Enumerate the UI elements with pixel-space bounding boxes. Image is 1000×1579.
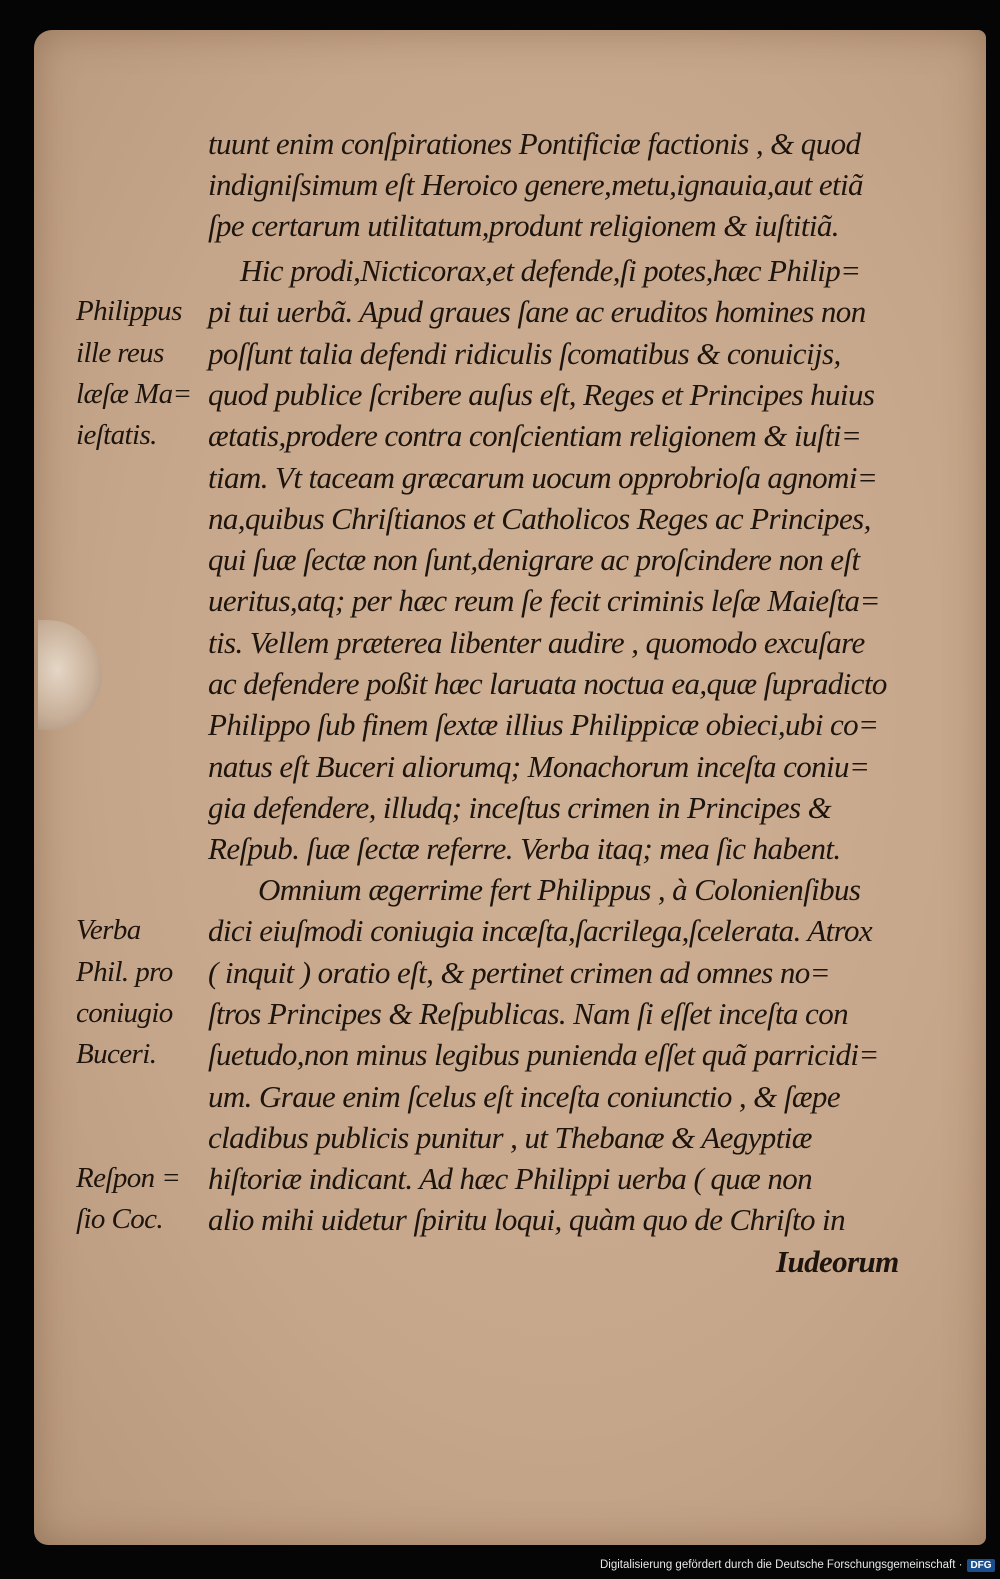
margin-note: læſæ Ma= <box>76 378 192 410</box>
body-line: hiſtoriæ indicant. Ad hæc Philippi uerba ( quæ non <box>208 1161 813 1196</box>
body-line: ( inquit ) oratio eſt, & pertinet crimen ad omnes no= <box>208 955 830 990</box>
margin-note: Philippus <box>76 295 182 327</box>
body-line: pi tui uerbã. Apud graues ſane ac eruditos homines non <box>208 294 866 329</box>
body-line: dici eiuſmodi coniugia incæſta,ſacrilega,ſcelerata. Atrox <box>208 913 873 948</box>
body-line: tuunt enim conſpirationes Pontificiæ factionis , & quod <box>208 126 861 161</box>
body-line: quod publice ſcribere auſus eſt, Reges et Principes huius <box>208 377 875 412</box>
body-line: tis. Vellem præterea libenter audire , quomodo excuſare <box>208 625 865 660</box>
margin-note: ieſtatis. <box>76 419 157 451</box>
body-line: ac defendere poßit hæc laruata noctua ea,quæ ſupradicto <box>208 666 887 701</box>
footer-text: Digitalisierung gefördert durch die Deutsche Forschungsgemeinschaft · <box>600 1559 963 1571</box>
margin-note: Buceri. <box>76 1038 157 1070</box>
margin-note: ſio Coc. <box>76 1203 164 1235</box>
body-line: qui ſuæ ſectæ non ſunt,denigrare ac proſcindere non eſt <box>208 542 860 577</box>
margin-note: coniugio <box>76 997 173 1029</box>
body-line: na,quibus Chriſtianos et Catholicos Reges ac Principes, <box>208 501 871 536</box>
body-line: poſſunt talia defendi ridiculis ſcomatibus & conuicijs, <box>208 336 841 371</box>
body-line: ueritus,atq; per hæc reum ſe fecit criminis leſæ Maieſta= <box>208 583 880 618</box>
margin-note: ille reus <box>76 337 164 369</box>
body-line: gia defendere, illudq; inceſtus crimen in Principes & <box>208 790 832 825</box>
dfg-logo-icon: DFG <box>967 1559 994 1572</box>
body-line: ætatis,prodere contra conſcientiam religionem & iuſti= <box>208 418 862 453</box>
margin-note: Phil. pro <box>76 956 173 988</box>
body-line: ſuetudo,non minus legibus punienda eſſet quã parricidi= <box>208 1037 879 1072</box>
body-line: Philippo ſub finem ſextæ illius Philippicæ obieci,ubi co= <box>208 707 879 742</box>
body-line: ſpe certarum utilitatum,produnt religionem & iuſtitiã. <box>208 208 839 243</box>
body-line: alio mihi uidetur ſpiritu loqui, quàm quo de Chriſto in <box>208 1202 845 1237</box>
digitization-credit <box>600 1554 998 1576</box>
body-line: um. Graue enim ſcelus eſt inceſta coniunctio , & ſæpe <box>208 1079 840 1114</box>
body-line: natus eſt Buceri aliorumq; Monachorum inceſta coniu= <box>208 749 870 784</box>
body-line: indigniſsimum eſt Heroico genere,metu,ignauia,aut etiã <box>208 167 863 202</box>
margin-note: Reſpon = <box>76 1162 181 1194</box>
body-line: Reſpub. ſuæ ſectæ referre. Verba itaq; mea ſic habent. <box>208 831 841 866</box>
body-line: Hic prodi,Nicticorax,et defende,ſi potes,hæc Philip= <box>240 253 861 288</box>
margin-note: Verba <box>76 914 141 946</box>
body-line: Omnium ægerrime fert Philippus , à Colonienſibus <box>258 872 861 907</box>
body-line: cladibus publicis punitur , ut Thebanæ & Aegyptiæ <box>208 1120 812 1155</box>
catchword: Iudeorum <box>776 1244 899 1279</box>
body-line: ſtros Principes & Reſpublicas. Nam ſi eſſet inceſta con <box>208 996 848 1031</box>
body-line: tiam. Vt taceam græcarum uocum opprobrioſa agnomi= <box>208 460 878 495</box>
